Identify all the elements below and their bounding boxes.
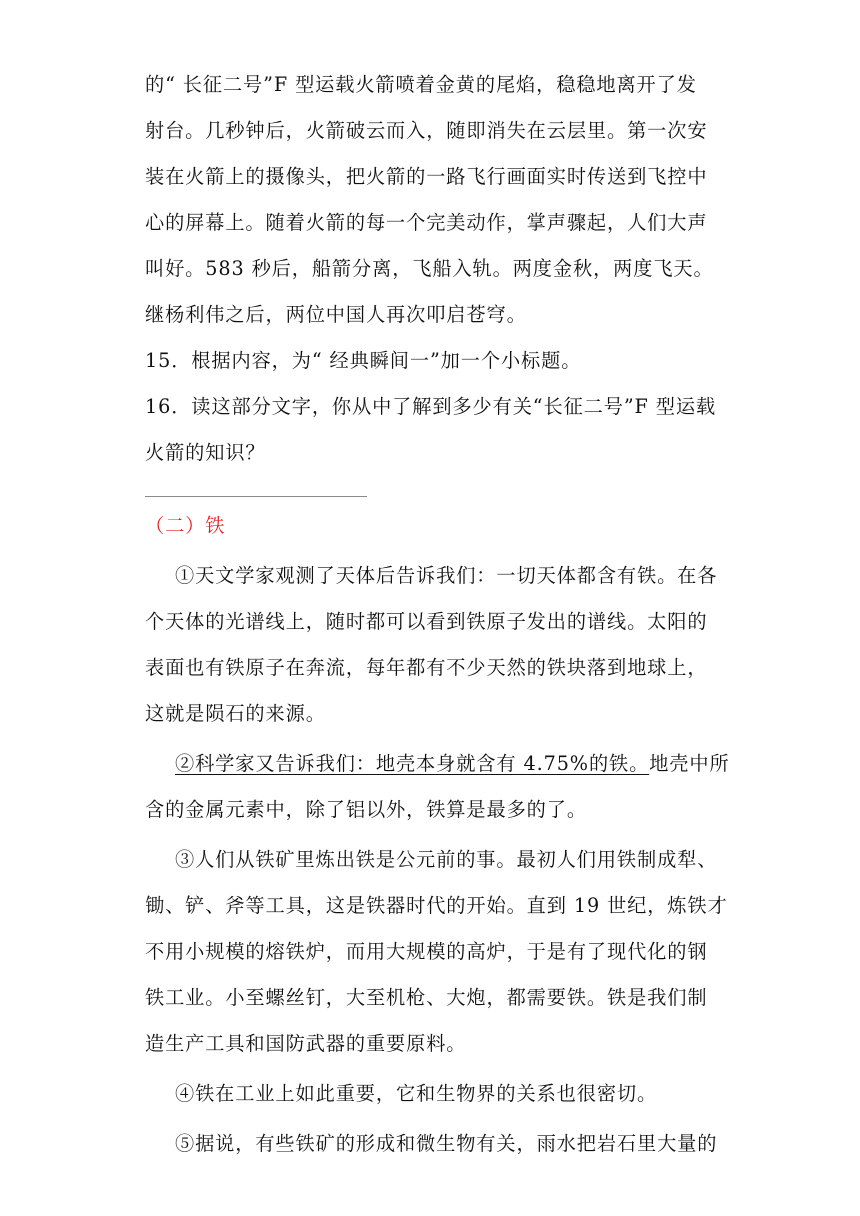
paragraph-1 — [145, 553, 725, 737]
paragraph-line: ①天文学家观测了天体后告诉我们：一切天体都含有铁。在各 — [175, 564, 718, 587]
underlined-sentence: ②科学家又告诉我们：地壳本身就含有 4.75%的铁。 — [175, 752, 650, 775]
passage-one — [145, 62, 725, 338]
paragraph-line: 铁工业。小至螺丝钉，大至机枪、大炮，都需要铁。铁是我们制 — [145, 986, 708, 1009]
paragraph-line: 这就是陨石的来源。 — [145, 702, 326, 725]
paragraph-5 — [145, 1121, 725, 1167]
paragraph-line — [145, 741, 730, 787]
paragraph-3 — [145, 837, 728, 1067]
paragraph-line: 造生产工具和国防武器的重要原料。 — [145, 1032, 467, 1055]
question-15: 15．根据内容，为“ 经典瞬间一”加一个小标题。 — [145, 349, 582, 372]
paragraph-2 — [145, 741, 730, 833]
paragraph-line: ⑤据说，有些铁矿的形成和微生物有关，雨水把岩石里大量的 — [175, 1132, 718, 1155]
paragraph-line: 含的金属元素中，除了铝以外，铁算是最多的了。 — [145, 798, 587, 821]
passage-line: 继杨利伟之后，两位中国人再次叩启苍穹。 — [145, 303, 527, 326]
passage-line: 的“ 长征二号”F 型运载火箭喷着金黄的尾焰，稳稳地离开了发 — [145, 73, 697, 96]
passage-line: 心的屏幕上。随着火箭的每一个完美动作，掌声骤起，人们大声 — [145, 211, 708, 234]
paragraph-text: 地壳中所 — [649, 752, 730, 775]
section-divider — [145, 496, 367, 497]
passage-line: 叫好。583 秒后，船箭分离，飞船入轨。两度金秋，两度飞天。 — [145, 257, 714, 280]
paragraph-line: ④铁在工业上如此重要，它和生物界的关系也很密切。 — [175, 1082, 658, 1105]
paragraph-line: 锄、铲、斧等工具，这是铁器时代的开始。直到 19 世纪，炼铁才 — [145, 894, 728, 917]
paragraph-line: 不用小规模的熔铁炉，而用大规模的高炉，于是有了现代化的钢 — [145, 940, 708, 963]
document-page — [145, 62, 730, 1167]
paragraph-4 — [145, 1071, 725, 1117]
paragraph-line: 表面也有铁原子在奔流，每年都有不少天然的铁块落到地球上， — [145, 656, 708, 679]
questions — [145, 338, 725, 476]
paragraph-line: ③人们从铁矿里炼出铁是公元前的事。最初人们用铁制成犁、 — [175, 848, 718, 871]
paragraph-line: 个天体的光谱线上，随时都可以看到铁原子发出的谱线。太阳的 — [145, 610, 708, 633]
question-16: 16．读这部分文字，你从中了解到多少有关“长征二号”F 型运载 — [145, 395, 717, 418]
question-16-continued: 火箭的知识？ — [145, 441, 266, 464]
section-title: （二）铁 — [145, 514, 226, 537]
passage-line: 射台。几秒钟后，火箭破云而入，随即消失在云层里。第一次安 — [145, 119, 708, 142]
passage-line: 装在火箭上的摄像头，把火箭的一路飞行画面实时传送到飞控中 — [145, 165, 708, 188]
